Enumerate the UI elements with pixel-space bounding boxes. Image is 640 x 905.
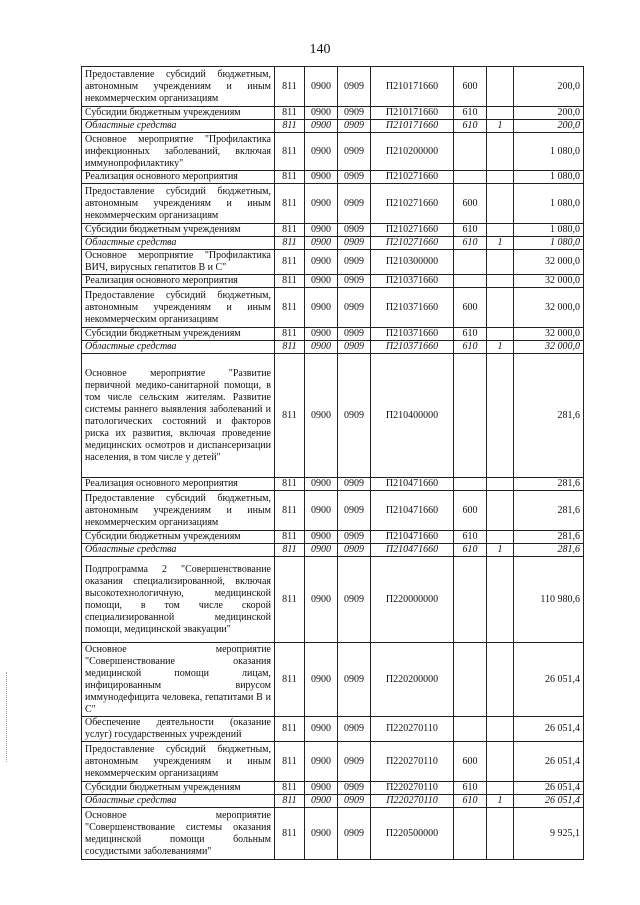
cell-amount: 1 080,0: [514, 133, 584, 171]
cell-section-code: 0900: [305, 328, 338, 341]
cell-expense-type-code: 610: [454, 328, 487, 341]
cell-name: Обеспечение деятельности (оказание услуг) государственных учреждений: [82, 717, 275, 742]
cell-section-code: 0900: [305, 782, 338, 795]
cell-section-code: 0900: [305, 557, 338, 643]
cell-name: Областные средства: [82, 544, 275, 557]
cell-section-code: 0900: [305, 288, 338, 328]
cell-amount: 26 051,4: [514, 795, 584, 808]
cell-amount: 1 080,0: [514, 171, 584, 184]
cell-expense-type-code: [454, 717, 487, 742]
cell-section-code: 0900: [305, 250, 338, 275]
cell-source-code: [487, 643, 514, 717]
cell-ministry-code: 811: [275, 795, 305, 808]
cell-amount: 32 000,0: [514, 250, 584, 275]
cell-subsection-code: 0909: [338, 354, 371, 478]
cell-ministry-code: 811: [275, 328, 305, 341]
cell-section-code: 0900: [305, 120, 338, 133]
cell-amount: 200,0: [514, 67, 584, 107]
cell-expense-type-code: 600: [454, 288, 487, 328]
cell-expense-type-code: [454, 250, 487, 275]
cell-source-code: [487, 275, 514, 288]
cell-target-item-code: П210471660: [371, 544, 454, 557]
cell-ministry-code: 811: [275, 250, 305, 275]
cell-subsection-code: 0909: [338, 643, 371, 717]
cell-name: Реализация основного мероприятия: [82, 478, 275, 491]
table-row: [82, 250, 584, 275]
cell-subsection-code: 0909: [338, 328, 371, 341]
cell-target-item-code: П210471660: [371, 491, 454, 531]
cell-name: Основное мероприятие "Профилактика инфекционных заболеваний, включая иммунопрофилактику": [82, 133, 275, 171]
cell-ministry-code: 811: [275, 120, 305, 133]
cell-name: Субсидии бюджетным учреждениям: [82, 782, 275, 795]
cell-source-code: [487, 133, 514, 171]
cell-target-item-code: П210171660: [371, 120, 454, 133]
cell-source-code: [487, 224, 514, 237]
cell-expense-type-code: [454, 478, 487, 491]
cell-ministry-code: 811: [275, 341, 305, 354]
table-row: [82, 531, 584, 544]
table-row: [82, 67, 584, 107]
cell-target-item-code: П210271660: [371, 237, 454, 250]
cell-expense-type-code: [454, 557, 487, 643]
cell-target-item-code: П220500000: [371, 808, 454, 860]
cell-amount: 32 000,0: [514, 341, 584, 354]
cell-subsection-code: 0909: [338, 717, 371, 742]
cell-source-code: [487, 171, 514, 184]
cell-name: Реализация основного мероприятия: [82, 171, 275, 184]
cell-expense-type-code: [454, 275, 487, 288]
cell-target-item-code: П210200000: [371, 133, 454, 171]
cell-name: Областные средства: [82, 120, 275, 133]
cell-source-code: [487, 491, 514, 531]
cell-expense-type-code: 610: [454, 224, 487, 237]
cell-name: Областные средства: [82, 795, 275, 808]
table-row: [82, 491, 584, 531]
cell-source-code: [487, 808, 514, 860]
cell-name: Предоставление субсидий бюджетным, автономным учреждениям и иным некоммерческим организациям: [82, 184, 275, 224]
cell-section-code: 0900: [305, 237, 338, 250]
cell-section-code: 0900: [305, 531, 338, 544]
cell-amount: 281,6: [514, 491, 584, 531]
cell-amount: 1 080,0: [514, 224, 584, 237]
cell-ministry-code: 811: [275, 107, 305, 120]
cell-name: Основное мероприятие "Профилактика ВИЧ, вирусных гепатитов В и С": [82, 250, 275, 275]
cell-target-item-code: П210171660: [371, 107, 454, 120]
cell-subsection-code: 0909: [338, 184, 371, 224]
cell-expense-type-code: 610: [454, 782, 487, 795]
table-row: [82, 643, 584, 717]
table-row: [82, 544, 584, 557]
cell-subsection-code: 0909: [338, 782, 371, 795]
cell-source-code: [487, 184, 514, 224]
cell-subsection-code: 0909: [338, 341, 371, 354]
scan-margin-mark: [6, 672, 9, 762]
cell-subsection-code: 0909: [338, 107, 371, 120]
cell-source-code: 1: [487, 795, 514, 808]
cell-amount: 281,6: [514, 531, 584, 544]
cell-target-item-code: П220270110: [371, 742, 454, 782]
cell-ministry-code: 811: [275, 67, 305, 107]
cell-ministry-code: 811: [275, 237, 305, 250]
cell-source-code: 1: [487, 341, 514, 354]
cell-subsection-code: 0909: [338, 171, 371, 184]
cell-expense-type-code: [454, 643, 487, 717]
cell-section-code: 0900: [305, 478, 338, 491]
cell-amount: 32 000,0: [514, 328, 584, 341]
cell-name: Субсидии бюджетным учреждениям: [82, 107, 275, 120]
cell-amount: 32 000,0: [514, 275, 584, 288]
cell-expense-type-code: 600: [454, 742, 487, 782]
cell-ministry-code: 811: [275, 782, 305, 795]
table-row: [82, 120, 584, 133]
cell-subsection-code: 0909: [338, 67, 371, 107]
cell-amount: 281,6: [514, 478, 584, 491]
cell-ministry-code: 811: [275, 275, 305, 288]
cell-source-code: [487, 250, 514, 275]
cell-source-code: [487, 354, 514, 478]
cell-expense-type-code: 610: [454, 120, 487, 133]
cell-source-code: [487, 478, 514, 491]
cell-ministry-code: 811: [275, 531, 305, 544]
cell-name: Субсидии бюджетным учреждениям: [82, 224, 275, 237]
cell-source-code: 1: [487, 544, 514, 557]
cell-source-code: [487, 742, 514, 782]
cell-ministry-code: 811: [275, 224, 305, 237]
table-body: [82, 67, 584, 860]
cell-section-code: 0900: [305, 224, 338, 237]
cell-ministry-code: 811: [275, 288, 305, 328]
cell-amount: 200,0: [514, 107, 584, 120]
cell-expense-type-code: 600: [454, 491, 487, 531]
cell-expense-type-code: [454, 171, 487, 184]
cell-subsection-code: 0909: [338, 224, 371, 237]
cell-target-item-code: П210471660: [371, 478, 454, 491]
cell-source-code: [487, 67, 514, 107]
cell-subsection-code: 0909: [338, 237, 371, 250]
cell-section-code: 0900: [305, 133, 338, 171]
cell-expense-type-code: 610: [454, 531, 487, 544]
cell-section-code: 0900: [305, 184, 338, 224]
table-row: [82, 795, 584, 808]
cell-source-code: [487, 531, 514, 544]
table-row: [82, 808, 584, 860]
cell-subsection-code: 0909: [338, 478, 371, 491]
cell-name: Основное мероприятие "Совершенствование системы оказания медицинской помощи больным сосудистыми заболеваниями": [82, 808, 275, 860]
budget-table: [81, 66, 584, 860]
cell-subsection-code: 0909: [338, 742, 371, 782]
cell-amount: 281,6: [514, 354, 584, 478]
cell-target-item-code: П220000000: [371, 557, 454, 643]
cell-amount: 281,6: [514, 544, 584, 557]
cell-expense-type-code: 610: [454, 107, 487, 120]
cell-ministry-code: 811: [275, 171, 305, 184]
cell-target-item-code: П220270110: [371, 782, 454, 795]
cell-expense-type-code: [454, 354, 487, 478]
cell-target-item-code: П210300000: [371, 250, 454, 275]
cell-target-item-code: П210371660: [371, 275, 454, 288]
cell-ministry-code: 811: [275, 133, 305, 171]
cell-expense-type-code: [454, 133, 487, 171]
table-row: [82, 717, 584, 742]
cell-subsection-code: 0909: [338, 795, 371, 808]
cell-name: Реализация основного мероприятия: [82, 275, 275, 288]
cell-section-code: 0900: [305, 67, 338, 107]
cell-name: Предоставление субсидий бюджетным, автономным учреждениям и иным некоммерческим организациям: [82, 491, 275, 531]
table-row: [82, 341, 584, 354]
cell-name: Основное мероприятие "Совершенствование оказания медицинской помощи лицам, инфицированным вирусом иммунодефицита человека, гепатитами В и С": [82, 643, 275, 717]
table-row: [82, 782, 584, 795]
table-row: [82, 328, 584, 341]
cell-target-item-code: П210371660: [371, 288, 454, 328]
cell-target-item-code: П210371660: [371, 328, 454, 341]
cell-name: Предоставление субсидий бюджетным, автономным учреждениям и иным некоммерческим организациям: [82, 742, 275, 782]
table-row: [82, 184, 584, 224]
cell-amount: 26 051,4: [514, 643, 584, 717]
cell-target-item-code: П210471660: [371, 531, 454, 544]
cell-subsection-code: 0909: [338, 120, 371, 133]
table-row: [82, 742, 584, 782]
cell-ministry-code: 811: [275, 717, 305, 742]
cell-subsection-code: 0909: [338, 491, 371, 531]
cell-ministry-code: 811: [275, 478, 305, 491]
cell-amount: 200,0: [514, 120, 584, 133]
table-row: [82, 133, 584, 171]
cell-subsection-code: 0909: [338, 557, 371, 643]
cell-name: Субсидии бюджетным учреждениям: [82, 328, 275, 341]
cell-subsection-code: 0909: [338, 288, 371, 328]
cell-expense-type-code: 600: [454, 184, 487, 224]
cell-section-code: 0900: [305, 544, 338, 557]
page-number: 140: [309, 42, 331, 57]
table-row: [82, 288, 584, 328]
cell-expense-type-code: [454, 808, 487, 860]
cell-name: Областные средства: [82, 237, 275, 250]
cell-ministry-code: 811: [275, 184, 305, 224]
cell-target-item-code: П210400000: [371, 354, 454, 478]
cell-source-code: [487, 717, 514, 742]
cell-subsection-code: 0909: [338, 808, 371, 860]
cell-amount: 110 980,6: [514, 557, 584, 643]
cell-ministry-code: 811: [275, 742, 305, 782]
cell-name: Основное мероприятие "Развитие первичной медико-санитарной помощи, в том числе сельским жителям. Развитие системы раннего выявления заболеваний и патологических состояний и факторов риска их развития, включая проведение медицинских осмотров и диспансеризации населения, в том числе у детей": [82, 354, 275, 478]
cell-target-item-code: П210371660: [371, 341, 454, 354]
cell-expense-type-code: 600: [454, 67, 487, 107]
cell-expense-type-code: 610: [454, 795, 487, 808]
cell-source-code: [487, 782, 514, 795]
cell-ministry-code: 811: [275, 544, 305, 557]
cell-ministry-code: 811: [275, 557, 305, 643]
cell-amount: 32 000,0: [514, 288, 584, 328]
cell-section-code: 0900: [305, 354, 338, 478]
cell-target-item-code: П210271660: [371, 224, 454, 237]
table-row: [82, 171, 584, 184]
cell-subsection-code: 0909: [338, 544, 371, 557]
cell-target-item-code: П210171660: [371, 67, 454, 107]
cell-expense-type-code: 610: [454, 341, 487, 354]
table-row: [82, 557, 584, 643]
cell-target-item-code: П220270110: [371, 795, 454, 808]
cell-section-code: 0900: [305, 808, 338, 860]
table-row: [82, 107, 584, 120]
cell-subsection-code: 0909: [338, 133, 371, 171]
cell-name: Областные средства: [82, 341, 275, 354]
cell-source-code: 1: [487, 237, 514, 250]
cell-section-code: 0900: [305, 171, 338, 184]
cell-amount: 26 051,4: [514, 782, 584, 795]
cell-source-code: 1: [487, 120, 514, 133]
cell-subsection-code: 0909: [338, 531, 371, 544]
cell-target-item-code: П210271660: [371, 184, 454, 224]
cell-target-item-code: П220270110: [371, 717, 454, 742]
table-row: [82, 354, 584, 478]
cell-ministry-code: 811: [275, 808, 305, 860]
cell-source-code: [487, 557, 514, 643]
cell-ministry-code: 811: [275, 491, 305, 531]
cell-section-code: 0900: [305, 341, 338, 354]
cell-name: Субсидии бюджетным учреждениям: [82, 531, 275, 544]
cell-section-code: 0900: [305, 742, 338, 782]
cell-amount: 1 080,0: [514, 237, 584, 250]
cell-ministry-code: 811: [275, 354, 305, 478]
cell-name: Подпрограмма 2 "Совершенствование оказания специализированной, включая высокотехнологичную, медицинской помощи, в том числе скорой специализированной медицинской помощи, медицинской эвакуации": [82, 557, 275, 643]
cell-source-code: [487, 328, 514, 341]
cell-name: Предоставление субсидий бюджетным, автономным учреждениям и иным некоммерческим организациям: [82, 288, 275, 328]
table-row: [82, 237, 584, 250]
cell-target-item-code: П210271660: [371, 171, 454, 184]
cell-section-code: 0900: [305, 643, 338, 717]
cell-name: Предоставление субсидий бюджетным, автономным учреждениям и иным некоммерческим организациям: [82, 67, 275, 107]
cell-section-code: 0900: [305, 107, 338, 120]
cell-section-code: 0900: [305, 795, 338, 808]
cell-amount: 26 051,4: [514, 717, 584, 742]
cell-section-code: 0900: [305, 717, 338, 742]
cell-source-code: [487, 288, 514, 328]
cell-amount: 9 925,1: [514, 808, 584, 860]
cell-amount: 1 080,0: [514, 184, 584, 224]
cell-expense-type-code: 610: [454, 544, 487, 557]
table-row: [82, 478, 584, 491]
cell-expense-type-code: 610: [454, 237, 487, 250]
cell-target-item-code: П220200000: [371, 643, 454, 717]
cell-amount: 26 051,4: [514, 742, 584, 782]
cell-source-code: [487, 107, 514, 120]
cell-subsection-code: 0909: [338, 250, 371, 275]
table-row: [82, 224, 584, 237]
cell-subsection-code: 0909: [338, 275, 371, 288]
cell-ministry-code: 811: [275, 643, 305, 717]
cell-section-code: 0900: [305, 275, 338, 288]
table-row: [82, 275, 584, 288]
cell-section-code: 0900: [305, 491, 338, 531]
